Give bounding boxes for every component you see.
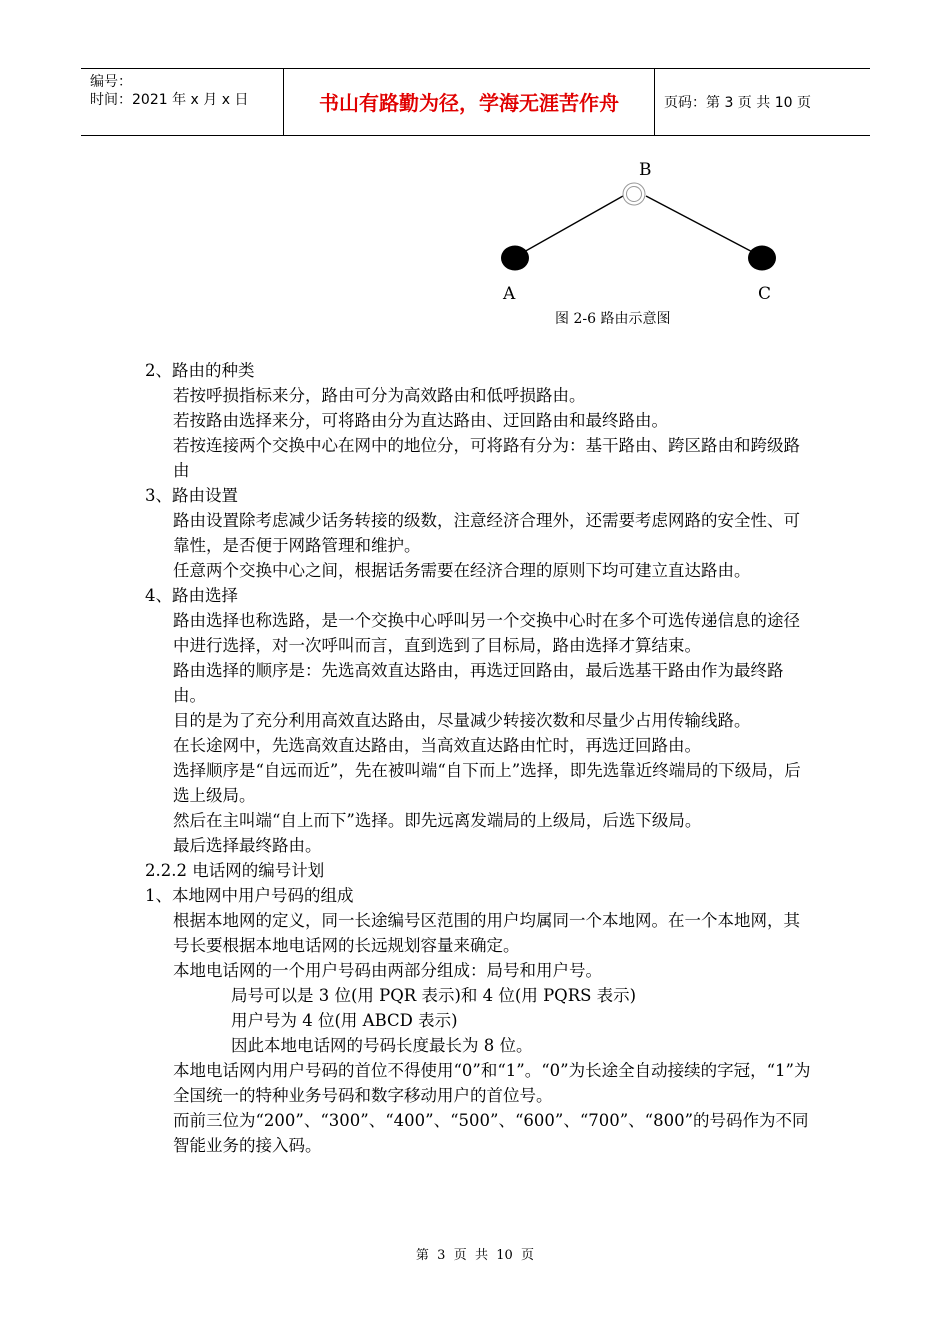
paragraph: 路由选择的顺序是：先选高效直达路由，再选迂回路由，最后选基干路由作为最终路由。 xyxy=(173,661,784,705)
paragraph: 局号可以是 3 位(用 PQR 表示)和 4 位(用 PQRS 表示) xyxy=(231,986,637,1005)
paragraph: 选择顺序是“自远而近”，先在被叫端“自下而上”选择，即先选靠近终端局的下级局，后选上级局。 xyxy=(173,761,801,805)
paragraph: 目的是为了充分利用高效直达路由，尽量减少转接次数和尽量少占用传输线路。 xyxy=(173,711,751,730)
section-heading: 2.2.2 电话网的编号计划 xyxy=(145,861,325,880)
body-text xyxy=(145,358,815,1158)
node-c-circle xyxy=(748,246,776,271)
page-footer: 第 3 页 共 10 页 xyxy=(415,1248,535,1263)
edge-a-b xyxy=(515,196,623,257)
paragraph: 路由设置除考虑减少话务转接的级数，注意经济合理外，还需要考虑网路的安全性、可靠性，是否便于网路管理和维护。 xyxy=(173,511,800,555)
paragraph: 若按路由选择来分，可将路由分为直达路由、迂回路由和最终路由。 xyxy=(173,411,668,430)
node-b-label: B xyxy=(639,160,652,180)
section-heading: 2、路由的种类 xyxy=(145,361,255,380)
document-number-label: 编号： xyxy=(90,74,132,90)
section-heading: 3、路由设置 xyxy=(145,486,238,505)
paragraph: 路由选择也称选路，是一个交换中心呼叫另一个交换中心时在多个可选传递信息的途径中进行选择，对一次呼叫而言，直到选到了目标局，路由选择才算结束。 xyxy=(173,611,800,655)
paragraph: 因此本地电话网的号码长度最长为 8 位。 xyxy=(231,1036,533,1055)
figure-caption: 图 2-6 路由示意图 xyxy=(555,311,671,327)
paragraph: 本地电话网内用户号码的首位不得使用“0”和“1”。“0”为长途全自动接续的字冠，“1”为全国统一的特种业务号码和数字移动用户的首位号。 xyxy=(173,1061,811,1105)
header-bottom-rule xyxy=(81,135,870,136)
header-page-info: 页码：第 3 页 共 10 页 xyxy=(664,95,811,111)
node-c-label: C xyxy=(758,284,772,304)
paragraph: 而前三位为“200”、“300”、“400”、“500”、“600”、“700”、“800”的号码作为不同智能业务的接入码。 xyxy=(173,1111,809,1155)
document-date: 时间：2021 年 x 月 x 日 xyxy=(90,92,249,108)
node-a-label: A xyxy=(503,284,516,304)
header-divider-right xyxy=(654,68,655,136)
paragraph: 用户号为 4 位(用 ABCD 表示) xyxy=(231,1011,458,1030)
edge-b-c xyxy=(646,196,762,257)
paragraph: 若按呼损指标来分，路由可分为高效路由和低呼损路由。 xyxy=(173,386,586,405)
section-heading: 4、路由选择 xyxy=(145,586,238,605)
paragraph: 在长途网中，先选高效直达路由，当高效直达路由忙时，再选迂回路由。 xyxy=(173,736,701,755)
paragraph: 然后在主叫端“自上而下”选择。即先远离发端局的上级局，后选下级局。 xyxy=(173,811,702,830)
paragraph: 任意两个交换中心之间，根据话务需要在经济合理的原则下均可建立直达路由。 xyxy=(173,561,751,580)
paragraph: 本地电话网的一个用户号码由两部分组成：局号和用户号。 xyxy=(173,961,602,980)
paragraph: 根据本地网的定义，同一长途编号区范围的用户均属同一个本地网。在一个本地网，其号长要根据本地电话网的长远规划容量来确定。 xyxy=(173,911,800,955)
paragraph: 最后选择最终路由。 xyxy=(173,836,322,855)
section-heading: 1、本地网中用户号码的组成 xyxy=(145,886,354,905)
node-b-inner-circle xyxy=(627,187,642,202)
header-top-rule xyxy=(81,68,870,69)
node-a-circle xyxy=(501,246,529,271)
paragraph: 若按连接两个交换中心在网中的地位分，可将路有分为：基干路由、跨区路由和跨级路由 xyxy=(173,436,800,480)
header-motto: 书山有路勤为径，学海无涯苦作舟 xyxy=(319,91,619,115)
